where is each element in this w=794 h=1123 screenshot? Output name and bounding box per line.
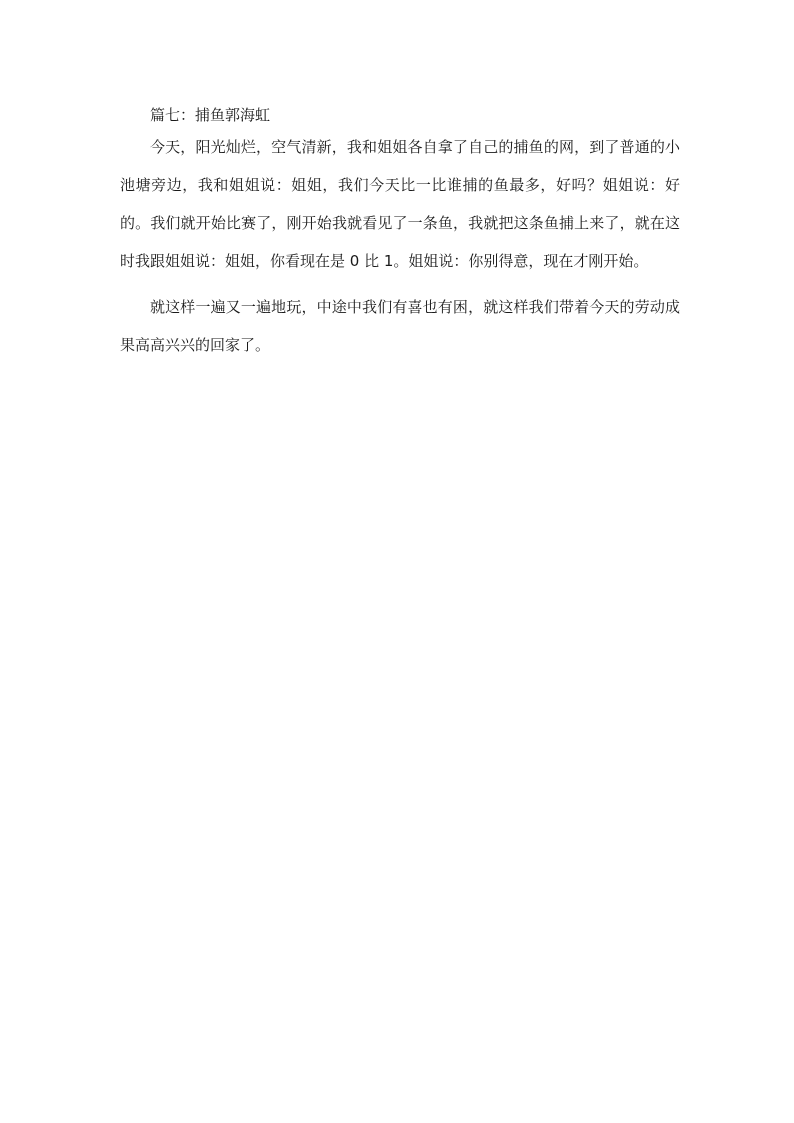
section-heading: 篇七：捕鱼郭海虹 <box>150 106 271 124</box>
paragraph: 就这样一遍又一遍地玩，中途中我们有喜也有困，就这样我们带着今天的劳动成果高高兴兴的回家了。 <box>120 298 680 354</box>
document-body <box>120 101 680 364</box>
paragraph: 今天，阳光灿烂，空气清新，我和姐姐各自拿了自己的捕鱼的网，到了普通的小池塘旁边，我和姐姐说：姐姐，我们今天比一比谁捕的鱼最多，好吗？姐姐说：好的。我们就开始比赛了，刚开始我就看见了一条鱼，我就把这条鱼捕上来了，就在这时我跟姐姐说：姐姐，你看现在是 0 比 1。姐姐说：你别得意，现在才刚开始。 <box>120 138 680 270</box>
